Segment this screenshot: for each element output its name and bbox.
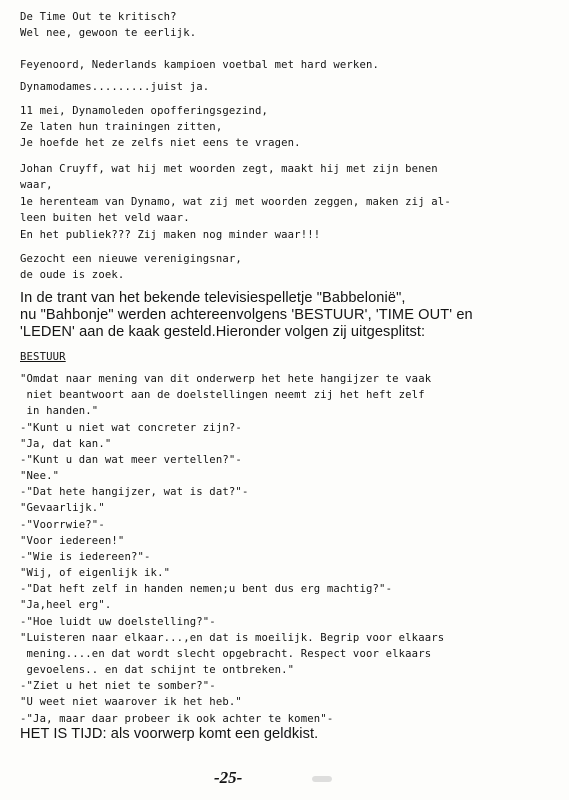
text-line: -"Dat hete hangijzer, wat is dat?"- <box>20 486 249 498</box>
text-line: Dynamodames.........juist ja. <box>20 81 210 93</box>
text-line: -"Dat heft zelf in handen nemen;u bent dus erg machtig?"- <box>20 583 393 595</box>
text-line: De Time Out te kritisch? <box>20 11 177 23</box>
intro-line: 'LEDEN' aan de kaak gesteld.Hieronder volgen zij uitgesplitst: <box>20 324 426 340</box>
text-line: -"Wie is iedereen?"- <box>20 551 151 563</box>
intro-line: nu "Bahbonje" werden achtereenvolgens 'BESTUUR', 'TIME OUT' en <box>20 307 473 323</box>
intro-line: In de trant van het bekende televisiespelletje "Babbeloniё", <box>20 290 406 306</box>
text-line: 11 mei, Dynamoleden opofferingsgezind, <box>20 105 269 117</box>
text-line: -"Kunt u niet wat concreter zijn?- <box>20 422 242 434</box>
text-line: -"Ziet u het niet te somber?"- <box>20 680 216 692</box>
text-line: Feyenoord, Nederlands kampioen voetbal met hard werken. <box>20 59 380 71</box>
text-line: "Gevaarlijk." <box>20 502 105 514</box>
text-line: "Ja,heel erg". <box>20 599 112 611</box>
text-line: "Wij, of eigenlijk ik." <box>20 567 171 579</box>
text-line: "Ja, dat kan." <box>20 438 112 450</box>
text-line: leen buiten het veld waar. <box>20 212 190 224</box>
text-line: "Nee." <box>20 470 60 482</box>
text-line: -"Hoe luidt uw doelstelling?"- <box>20 616 216 628</box>
text-line: de oude is zoek. <box>20 269 125 281</box>
text-line: niet beantwoort aan de doelstellingen neemt zij het heft zelf <box>20 389 425 401</box>
text-line: Gezocht een nieuwe verenigingsnar, <box>20 253 242 265</box>
text-line: En het publiek??? Zij maken nog minder waar!!! <box>20 229 321 241</box>
text-line: -"Kunt u dan wat meer vertellen?"- <box>20 454 242 466</box>
text-line: mening....en dat wordt slecht opgebracht. Respect voor elkaars <box>20 648 432 660</box>
text-line: Ze laten hun trainingen zitten, <box>20 121 223 133</box>
scan-smudge <box>312 776 332 782</box>
text-line: Johan Cruyff, wat hij met woorden zegt, maakt hij met zijn benen <box>20 163 438 175</box>
page-number: -25- <box>214 768 243 787</box>
text-line: Je hoefde het ze zelfs niet eens te vragen. <box>20 137 301 149</box>
text-line: waar, <box>20 179 53 191</box>
text-line: 1e herenteam van Dynamo, wat zij met woorden zeggen, maken zij al- <box>20 196 451 208</box>
text-line: gevoelens.. en dat schijnt te ontbreken." <box>20 664 295 676</box>
closing-line: HET IS TIJD: als voorwerp komt een geldkist. <box>20 726 319 742</box>
text-line: "U weet niet waarover ik het heb." <box>20 696 242 708</box>
text-line: in handen." <box>20 405 99 417</box>
text-line: -"Ja, maar daar probeer ik ook achter te komen"- <box>20 713 334 725</box>
text-line: -"Voorrwie?"- <box>20 519 105 531</box>
text-line: Wel nee, gewoon te eerlijk. <box>20 27 197 39</box>
text-line: "Omdat naar mening van dit onderwerp het hete hangijzer te vaak <box>20 373 432 385</box>
text-line: "Voor iedereen!" <box>20 535 125 547</box>
text-line: "Luisteren naar elkaar...,en dat is moeilijk. Begrip voor elkaars <box>20 632 445 644</box>
section-heading-bestuur: BESTUUR <box>20 351 66 363</box>
